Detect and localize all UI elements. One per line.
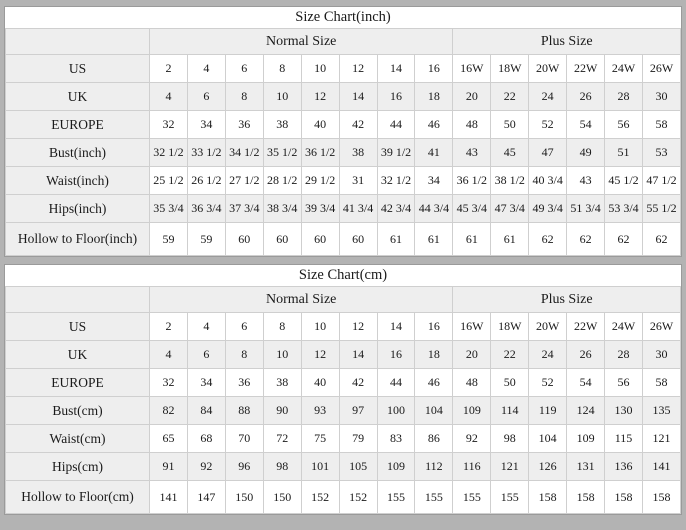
cell: 38 1/2 bbox=[491, 167, 529, 195]
table-row bbox=[6, 111, 681, 139]
cell: 20W bbox=[529, 55, 567, 83]
cell: 18 bbox=[415, 83, 453, 111]
cell: 45 1/2 bbox=[605, 167, 643, 195]
cell: 112 bbox=[415, 453, 453, 481]
row-label-uk: UK bbox=[6, 83, 150, 111]
cell: 53 3/4 bbox=[605, 195, 643, 223]
cell: 121 bbox=[491, 453, 529, 481]
cell: 84 bbox=[187, 397, 225, 425]
cell: 25 1/2 bbox=[150, 167, 188, 195]
cell: 121 bbox=[642, 425, 680, 453]
cell: 34 1/2 bbox=[225, 139, 263, 167]
cell: 147 bbox=[187, 481, 225, 514]
row-label-waist: Waist(cm) bbox=[6, 425, 150, 453]
cell: 54 bbox=[567, 369, 605, 397]
size-chart-cm bbox=[4, 264, 682, 515]
cell: 24 bbox=[529, 341, 567, 369]
group-header-plus: Plus Size bbox=[453, 29, 681, 55]
cell: 6 bbox=[225, 313, 263, 341]
cell: 2 bbox=[150, 55, 188, 83]
cell: 34 bbox=[187, 369, 225, 397]
cell: 60 bbox=[225, 223, 263, 256]
cell: 47 bbox=[529, 139, 567, 167]
cell: 8 bbox=[263, 313, 301, 341]
cell: 14 bbox=[377, 55, 415, 83]
cell: 18 bbox=[415, 341, 453, 369]
cell: 83 bbox=[377, 425, 415, 453]
cell: 49 bbox=[567, 139, 605, 167]
cell: 56 bbox=[605, 369, 643, 397]
cell: 38 bbox=[263, 111, 301, 139]
chart-title: Size Chart(inch) bbox=[6, 7, 681, 29]
cell: 54 bbox=[567, 111, 605, 139]
cell: 39 3/4 bbox=[301, 195, 339, 223]
cell: 43 bbox=[453, 139, 491, 167]
cell: 40 3/4 bbox=[529, 167, 567, 195]
cell: 55 1/2 bbox=[642, 195, 680, 223]
cell: 24W bbox=[605, 313, 643, 341]
cell: 16W bbox=[453, 55, 491, 83]
cell: 16 bbox=[415, 55, 453, 83]
cell: 42 bbox=[339, 111, 377, 139]
cell: 115 bbox=[605, 425, 643, 453]
cell: 60 bbox=[263, 223, 301, 256]
cell: 12 bbox=[301, 341, 339, 369]
cell: 22 bbox=[491, 83, 529, 111]
cell: 45 3/4 bbox=[453, 195, 491, 223]
cell: 104 bbox=[415, 397, 453, 425]
cell: 10 bbox=[301, 55, 339, 83]
chart-group-row bbox=[6, 29, 681, 55]
cell: 150 bbox=[225, 481, 263, 514]
row-label-hips: Hips(cm) bbox=[6, 453, 150, 481]
table-row bbox=[6, 223, 681, 256]
row-label-hollow-to-floor: Hollow to Floor(cm) bbox=[6, 481, 150, 514]
cell: 33 1/2 bbox=[187, 139, 225, 167]
cell: 86 bbox=[415, 425, 453, 453]
cell: 26 bbox=[567, 83, 605, 111]
cell: 2 bbox=[150, 313, 188, 341]
cell: 28 bbox=[605, 341, 643, 369]
table-row bbox=[6, 341, 681, 369]
cell: 109 bbox=[567, 425, 605, 453]
cell: 26W bbox=[642, 313, 680, 341]
cell: 52 bbox=[529, 369, 567, 397]
cell: 91 bbox=[150, 453, 188, 481]
cell: 114 bbox=[491, 397, 529, 425]
cell: 12 bbox=[339, 55, 377, 83]
cell: 26W bbox=[642, 55, 680, 83]
cell: 58 bbox=[642, 369, 680, 397]
cell: 98 bbox=[491, 425, 529, 453]
table-row bbox=[6, 425, 681, 453]
cell: 61 bbox=[453, 223, 491, 256]
cell: 62 bbox=[529, 223, 567, 256]
cell: 16 bbox=[377, 83, 415, 111]
group-header-blank bbox=[6, 29, 150, 55]
cell: 105 bbox=[339, 453, 377, 481]
cell: 58 bbox=[642, 111, 680, 139]
cell: 8 bbox=[225, 341, 263, 369]
row-label-hollow-to-floor: Hollow to Floor(inch) bbox=[6, 223, 150, 256]
cell: 14 bbox=[339, 341, 377, 369]
row-label-hips: Hips(inch) bbox=[6, 195, 150, 223]
cell: 131 bbox=[567, 453, 605, 481]
cell: 150 bbox=[263, 481, 301, 514]
row-label-bust: Bust(inch) bbox=[6, 139, 150, 167]
cell: 46 bbox=[415, 111, 453, 139]
cell: 32 bbox=[150, 111, 188, 139]
cell: 62 bbox=[605, 223, 643, 256]
row-label-europe: EUROPE bbox=[6, 111, 150, 139]
cell: 158 bbox=[529, 481, 567, 514]
cell: 22 bbox=[491, 341, 529, 369]
cell: 152 bbox=[301, 481, 339, 514]
cell: 52 bbox=[529, 111, 567, 139]
cell: 6 bbox=[187, 341, 225, 369]
cell: 4 bbox=[150, 341, 188, 369]
cell: 61 bbox=[415, 223, 453, 256]
chart-title: Size Chart(cm) bbox=[6, 265, 681, 287]
cell: 59 bbox=[187, 223, 225, 256]
cell: 61 bbox=[491, 223, 529, 256]
cell: 72 bbox=[263, 425, 301, 453]
cell: 97 bbox=[339, 397, 377, 425]
cell: 35 1/2 bbox=[263, 139, 301, 167]
cell: 158 bbox=[605, 481, 643, 514]
cell: 8 bbox=[263, 55, 301, 83]
cell: 38 3/4 bbox=[263, 195, 301, 223]
cell: 39 1/2 bbox=[377, 139, 415, 167]
row-label-europe: EUROPE bbox=[6, 369, 150, 397]
cell: 109 bbox=[453, 397, 491, 425]
cell: 141 bbox=[150, 481, 188, 514]
cell: 98 bbox=[263, 453, 301, 481]
cell: 119 bbox=[529, 397, 567, 425]
cell: 45 bbox=[491, 139, 529, 167]
cell: 38 bbox=[339, 139, 377, 167]
cell: 79 bbox=[339, 425, 377, 453]
cell: 18W bbox=[491, 55, 529, 83]
group-header-blank bbox=[6, 287, 150, 313]
cell: 18W bbox=[491, 313, 529, 341]
cell: 22W bbox=[567, 55, 605, 83]
table-row bbox=[6, 55, 681, 83]
cell: 155 bbox=[377, 481, 415, 514]
cell: 4 bbox=[187, 313, 225, 341]
row-label-uk: UK bbox=[6, 341, 150, 369]
cell: 16W bbox=[453, 313, 491, 341]
size-chart-inch bbox=[4, 6, 682, 257]
cell: 6 bbox=[187, 83, 225, 111]
cell: 20 bbox=[453, 341, 491, 369]
cell: 101 bbox=[301, 453, 339, 481]
group-header-plus: Plus Size bbox=[453, 287, 681, 313]
cell: 51 bbox=[605, 139, 643, 167]
cell: 48 bbox=[453, 369, 491, 397]
cell: 32 1/2 bbox=[377, 167, 415, 195]
cell: 20 bbox=[453, 83, 491, 111]
group-header-normal: Normal Size bbox=[150, 287, 453, 313]
table-row bbox=[6, 397, 681, 425]
cell: 59 bbox=[150, 223, 188, 256]
table-row bbox=[6, 195, 681, 223]
cell: 62 bbox=[567, 223, 605, 256]
row-label-waist: Waist(inch) bbox=[6, 167, 150, 195]
cell: 158 bbox=[567, 481, 605, 514]
table-row bbox=[6, 453, 681, 481]
cell: 50 bbox=[491, 111, 529, 139]
cell: 30 bbox=[642, 83, 680, 111]
cell: 65 bbox=[150, 425, 188, 453]
cell: 116 bbox=[453, 453, 491, 481]
cell: 44 3/4 bbox=[415, 195, 453, 223]
table-row bbox=[6, 83, 681, 111]
cell: 37 3/4 bbox=[225, 195, 263, 223]
cell: 60 bbox=[301, 223, 339, 256]
cell: 96 bbox=[225, 453, 263, 481]
cell: 130 bbox=[605, 397, 643, 425]
cell: 32 1/2 bbox=[150, 139, 188, 167]
cell: 36 bbox=[225, 369, 263, 397]
cell: 136 bbox=[605, 453, 643, 481]
table-row bbox=[6, 481, 681, 514]
cell: 44 bbox=[377, 369, 415, 397]
row-label-us: US bbox=[6, 55, 150, 83]
cell: 43 bbox=[567, 167, 605, 195]
cell: 4 bbox=[187, 55, 225, 83]
cell: 10 bbox=[263, 83, 301, 111]
cell: 100 bbox=[377, 397, 415, 425]
row-label-bust: Bust(cm) bbox=[6, 397, 150, 425]
cell: 47 1/2 bbox=[642, 167, 680, 195]
cell: 27 1/2 bbox=[225, 167, 263, 195]
cell: 53 bbox=[642, 139, 680, 167]
cell: 4 bbox=[150, 83, 188, 111]
cell: 24W bbox=[605, 55, 643, 83]
cell: 82 bbox=[150, 397, 188, 425]
cell: 124 bbox=[567, 397, 605, 425]
cell: 90 bbox=[263, 397, 301, 425]
cell: 48 bbox=[453, 111, 491, 139]
cell: 16 bbox=[377, 341, 415, 369]
cell: 10 bbox=[301, 313, 339, 341]
cell: 32 bbox=[150, 369, 188, 397]
cell: 14 bbox=[339, 83, 377, 111]
cell: 88 bbox=[225, 397, 263, 425]
cell: 109 bbox=[377, 453, 415, 481]
cell: 75 bbox=[301, 425, 339, 453]
cell: 40 bbox=[301, 369, 339, 397]
cell: 34 bbox=[187, 111, 225, 139]
cell: 6 bbox=[225, 55, 263, 83]
cell: 35 3/4 bbox=[150, 195, 188, 223]
cell: 155 bbox=[453, 481, 491, 514]
cell: 36 1/2 bbox=[453, 167, 491, 195]
cell: 92 bbox=[453, 425, 491, 453]
cell: 10 bbox=[263, 341, 301, 369]
cell: 36 bbox=[225, 111, 263, 139]
cell: 12 bbox=[301, 83, 339, 111]
cell: 158 bbox=[642, 481, 680, 514]
cell: 36 3/4 bbox=[187, 195, 225, 223]
cell: 47 3/4 bbox=[491, 195, 529, 223]
size-chart-cm-table bbox=[5, 265, 681, 514]
cell: 14 bbox=[377, 313, 415, 341]
cell: 61 bbox=[377, 223, 415, 256]
cell: 26 1/2 bbox=[187, 167, 225, 195]
table-row bbox=[6, 369, 681, 397]
size-chart-inch-table bbox=[5, 7, 681, 256]
cell: 30 bbox=[642, 341, 680, 369]
cell: 135 bbox=[642, 397, 680, 425]
chart-group-row bbox=[6, 287, 681, 313]
cell: 104 bbox=[529, 425, 567, 453]
row-label-us: US bbox=[6, 313, 150, 341]
cell: 41 bbox=[415, 139, 453, 167]
cell: 38 bbox=[263, 369, 301, 397]
cell: 34 bbox=[415, 167, 453, 195]
cell: 70 bbox=[225, 425, 263, 453]
cell: 62 bbox=[642, 223, 680, 256]
cell: 16 bbox=[415, 313, 453, 341]
cell: 44 bbox=[377, 111, 415, 139]
cell: 8 bbox=[225, 83, 263, 111]
cell: 155 bbox=[491, 481, 529, 514]
table-row bbox=[6, 313, 681, 341]
table-row bbox=[6, 167, 681, 195]
cell: 36 1/2 bbox=[301, 139, 339, 167]
cell: 92 bbox=[187, 453, 225, 481]
cell: 68 bbox=[187, 425, 225, 453]
cell: 28 1/2 bbox=[263, 167, 301, 195]
cell: 93 bbox=[301, 397, 339, 425]
chart-title-row bbox=[6, 265, 681, 287]
cell: 29 1/2 bbox=[301, 167, 339, 195]
chart-title-row bbox=[6, 7, 681, 29]
cell: 49 3/4 bbox=[529, 195, 567, 223]
cell: 31 bbox=[339, 167, 377, 195]
cell: 51 3/4 bbox=[567, 195, 605, 223]
cell: 42 3/4 bbox=[377, 195, 415, 223]
cell: 26 bbox=[567, 341, 605, 369]
cell: 50 bbox=[491, 369, 529, 397]
cell: 152 bbox=[339, 481, 377, 514]
cell: 22W bbox=[567, 313, 605, 341]
cell: 41 3/4 bbox=[339, 195, 377, 223]
group-header-normal: Normal Size bbox=[150, 29, 453, 55]
cell: 60 bbox=[339, 223, 377, 256]
table-row bbox=[6, 139, 681, 167]
cell: 42 bbox=[339, 369, 377, 397]
cell: 155 bbox=[415, 481, 453, 514]
cell: 24 bbox=[529, 83, 567, 111]
cell: 46 bbox=[415, 369, 453, 397]
cell: 12 bbox=[339, 313, 377, 341]
cell: 20W bbox=[529, 313, 567, 341]
cell: 28 bbox=[605, 83, 643, 111]
cell: 40 bbox=[301, 111, 339, 139]
cell: 126 bbox=[529, 453, 567, 481]
cell: 141 bbox=[642, 453, 680, 481]
cell: 56 bbox=[605, 111, 643, 139]
